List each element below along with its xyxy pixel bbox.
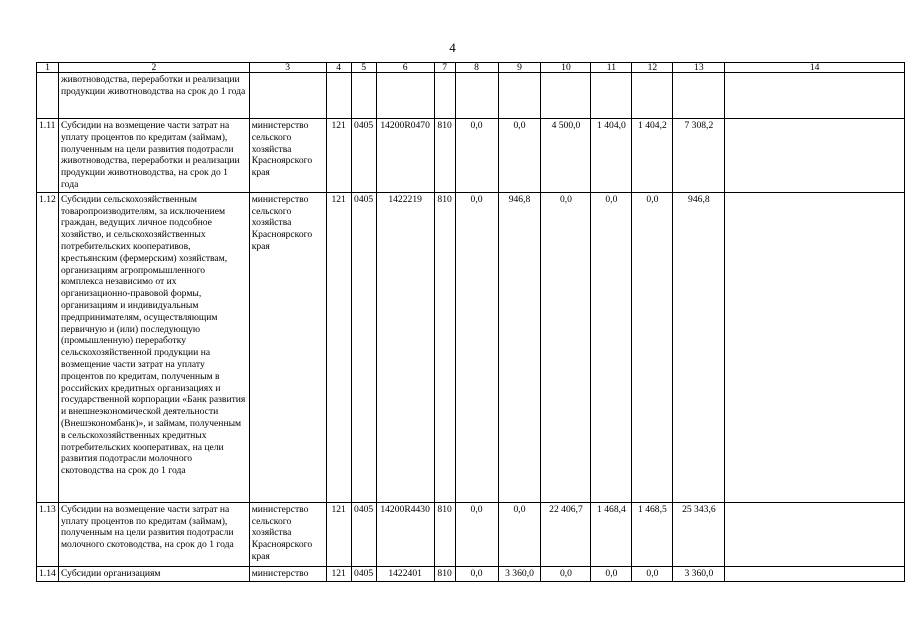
cell-c9: 0,0: [498, 502, 541, 566]
row-number: 1.14: [37, 566, 59, 581]
cell-c13: 946,8: [673, 192, 725, 502]
cell-c7: 810: [434, 566, 455, 581]
row-name: Субсидии на возмещение части затрат на уплату процентов по кредитам (займам), полученным на цели развития подотрасли животноводства, переработки и реализации продукции животноводства, на срок до 1 года: [58, 119, 249, 193]
table-row: [37, 566, 905, 581]
cell-c10: 22 406,7: [541, 502, 591, 566]
cell-c11: 1 404,0: [591, 119, 632, 193]
row-org: министерство сельского хозяйства Красноярского края: [249, 119, 326, 193]
cell-c5: [351, 73, 376, 119]
cell-c12: 1 468,5: [632, 502, 673, 566]
cell-c7: 810: [434, 119, 455, 193]
cell-c14: [725, 119, 905, 193]
table-row: [37, 73, 905, 119]
cell-c8: 0,0: [455, 566, 498, 581]
cell-c14: [725, 192, 905, 502]
cell-c14: [725, 566, 905, 581]
cell-c7: 810: [434, 502, 455, 566]
row-name: Субсидии на возмещение части затрат на уплату процентов по кредитам (займам), полученным на цели развития подотрасли молочного скотоводства, на срок до 1 года: [58, 502, 249, 566]
column-header: 7: [434, 63, 455, 73]
cell-c10: 4 500,0: [541, 119, 591, 193]
cell-c4: 121: [326, 192, 351, 502]
column-header: 2: [58, 63, 249, 73]
cell-c8: 0,0: [455, 192, 498, 502]
cell-c4: 121: [326, 502, 351, 566]
cell-c9: [498, 73, 541, 119]
cell-c5: 0405: [351, 502, 376, 566]
row-number: 1.13: [37, 502, 59, 566]
column-header: 8: [455, 63, 498, 73]
cell-c6: 14200R0470: [376, 119, 434, 193]
table-row: [37, 502, 905, 566]
row-org: министерство сельского хозяйства Красноярского края: [249, 192, 326, 502]
cell-c6: 1422219: [376, 192, 434, 502]
cell-c6: 14200R4430: [376, 502, 434, 566]
column-header: 6: [376, 63, 434, 73]
column-header: 14: [725, 63, 905, 73]
cell-c14: [725, 73, 905, 119]
page-number: 4: [449, 40, 456, 55]
cell-c4: [326, 73, 351, 119]
cell-c9: 0,0: [498, 119, 541, 193]
cell-c9: 946,8: [498, 192, 541, 502]
column-header: 5: [351, 63, 376, 73]
cell-c10: 0,0: [541, 566, 591, 581]
cell-c6: [376, 73, 434, 119]
table-row: [37, 119, 905, 193]
column-number-row: [37, 63, 905, 73]
cell-c12: 0,0: [632, 192, 673, 502]
column-header: 4: [326, 63, 351, 73]
cell-c10: 0,0: [541, 192, 591, 502]
row-number: 1.11: [37, 119, 59, 193]
row-number: 1.12: [37, 192, 59, 502]
column-header: 9: [498, 63, 541, 73]
cell-c7: 810: [434, 192, 455, 502]
row-org: [249, 73, 326, 119]
row-number: [37, 73, 59, 119]
cell-c13: 7 308,2: [673, 119, 725, 193]
cell-c7: [434, 73, 455, 119]
cell-c13: 25 343,6: [673, 502, 725, 566]
table-row: [37, 192, 905, 502]
cell-c11: 0,0: [591, 566, 632, 581]
cell-c5: 0405: [351, 192, 376, 502]
cell-c13: [673, 73, 725, 119]
cell-c12: 1 404,2: [632, 119, 673, 193]
column-header: 10: [541, 63, 591, 73]
cell-c5: 0405: [351, 566, 376, 581]
column-header: 13: [673, 63, 725, 73]
column-header: 3: [249, 63, 326, 73]
cell-c4: 121: [326, 566, 351, 581]
row-name: животноводства, переработки и реализации продукции животноводства на срок до 1 года: [58, 73, 249, 119]
cell-c9: 3 360,0: [498, 566, 541, 581]
row-org: министерство сельского хозяйства Красноярского края: [249, 502, 326, 566]
cell-c10: [541, 73, 591, 119]
cell-c5: 0405: [351, 119, 376, 193]
cell-c4: 121: [326, 119, 351, 193]
cell-c11: [591, 73, 632, 119]
column-header: 12: [632, 63, 673, 73]
cell-c8: 0,0: [455, 502, 498, 566]
row-org: министерство: [249, 566, 326, 581]
budget-table: [36, 62, 905, 582]
row-name: Субсидии сельскохозяйственным товаропроизводителям, за исключением граждан, ведущих личное подсобное хозяйство, и сельскохозяйственных потребительских кооперативов, крестьянским (фермерским) хозяйствам, организациям агропромышленного комплекса независимо от их организационно-правовой формы, организациям и индивидуальным предпринимателям, осуществляющим первичную и (или) последующую (промышленную) переработку сельскохозяйственной продукции на возмещение части затрат на уплату процентов по кредитам, полученным в российских кредитных организациях и государственной корпорации «Банк развития и внешнеэкономической деятельности (Внешэкономбанк)», и займам, полученным в сельскохозяйственных кредитных потребительских кооперативах, на цели развития подотрасли молочного скотоводства на срок до 1 года: [58, 192, 249, 502]
cell-c8: [455, 73, 498, 119]
cell-c6: 1422401: [376, 566, 434, 581]
cell-c11: 0,0: [591, 192, 632, 502]
cell-c12: [632, 73, 673, 119]
row-name: Субсидии организациям: [58, 566, 249, 581]
cell-c12: 0,0: [632, 566, 673, 581]
cell-c8: 0,0: [455, 119, 498, 193]
cell-c14: [725, 502, 905, 566]
cell-c11: 1 468,4: [591, 502, 632, 566]
column-header: 11: [591, 63, 632, 73]
column-header: 1: [37, 63, 59, 73]
cell-c13: 3 360,0: [673, 566, 725, 581]
